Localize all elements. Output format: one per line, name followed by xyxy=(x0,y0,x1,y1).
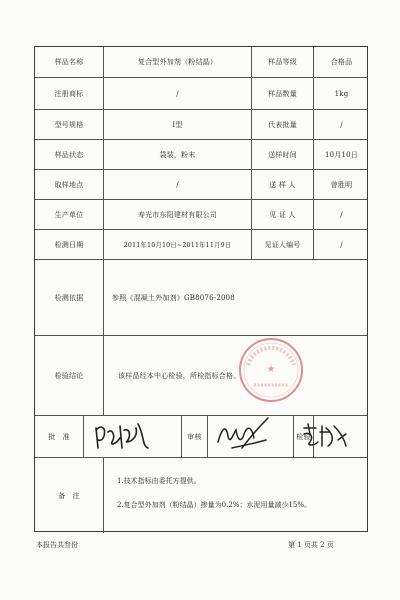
row-location xyxy=(35,169,367,199)
review-label: 审核 xyxy=(181,416,207,457)
official-seal-stamp xyxy=(236,335,306,405)
footer-copies-note: 本报告共叁份 xyxy=(36,541,78,549)
remarks-content xyxy=(103,458,369,533)
sample-qty-value: 1kg xyxy=(313,78,369,109)
state-value: 袋装，粉末 xyxy=(103,140,251,169)
producer-value: 寿光市东阳建材有限公司 xyxy=(103,200,251,229)
sample-qty-label: 样品数量 xyxy=(251,78,313,109)
witness-value: / xyxy=(313,200,369,229)
row-sample-name xyxy=(35,47,367,77)
send-time-value: 10月10日 xyxy=(313,140,369,169)
approve-label: 批 准 xyxy=(48,432,70,441)
approver-signature xyxy=(92,418,156,454)
trademark-value: / xyxy=(103,78,251,109)
send-time-label: 送样时间 xyxy=(251,140,313,169)
witness-no-value: / xyxy=(313,230,369,259)
sample-grade-label: 样品等级 xyxy=(251,47,313,77)
model-label: 型号规格 xyxy=(54,120,84,129)
check-label: 检验 xyxy=(293,416,313,457)
row-trademark xyxy=(35,77,367,109)
batch-value: / xyxy=(313,110,369,139)
sample-name-label: 样品名称 xyxy=(54,58,84,66)
row-state xyxy=(35,139,367,169)
location-value: / xyxy=(103,170,251,199)
reviewer-signature xyxy=(212,414,272,454)
test-date-value: 2011年10月10日~2011年11月9日 xyxy=(103,230,251,259)
row-remarks xyxy=(35,457,367,533)
conclusion-label: 检验结论 xyxy=(54,371,84,380)
row-producer xyxy=(35,199,367,229)
test-report-form xyxy=(34,46,368,532)
sample-grade-value: 合格品 xyxy=(313,47,369,77)
remark-2: 2.复合型外加剂（粉结晶）掺量为0.2%；水泥用量减少15%。 xyxy=(117,501,312,509)
witness-label: 见 证 人 xyxy=(251,200,313,229)
sender-value: 曾胜明 xyxy=(313,170,369,199)
batch-label: 代表批量 xyxy=(251,110,313,139)
location-label: 取样地点 xyxy=(54,180,84,189)
row-test-date xyxy=(35,229,367,259)
conclusion-value: 该样品经本中心检验，所检指标合格。 xyxy=(103,336,369,415)
witness-no-label: 见证人编号 xyxy=(251,230,313,259)
inspector-signature xyxy=(300,420,350,450)
basis-value: 参照《混凝土外加剂》GB8076-2008 xyxy=(103,260,369,335)
sample-name-value: 复合型外加剂（粉结晶） xyxy=(103,47,251,77)
remarks-label: 备 注 xyxy=(58,491,80,500)
footer-page-number: 第 1 页共 2 页 xyxy=(288,541,334,549)
producer-label: 生产单位 xyxy=(54,210,84,219)
basis-label: 检测依据 xyxy=(54,293,84,302)
sender-label: 送 样 人 xyxy=(251,170,313,199)
test-date-label: 检测日期 xyxy=(54,240,84,249)
state-label: 样品状态 xyxy=(54,150,84,159)
row-basis xyxy=(35,259,367,335)
trademark-label: 注册商标 xyxy=(54,89,84,98)
row-conclusion xyxy=(35,335,367,415)
svg-text:★: ★ xyxy=(266,364,276,375)
row-model xyxy=(35,109,367,139)
model-value: I型 xyxy=(103,110,251,139)
remark-1: 1.技术指标由委托方提供。 xyxy=(117,477,201,485)
